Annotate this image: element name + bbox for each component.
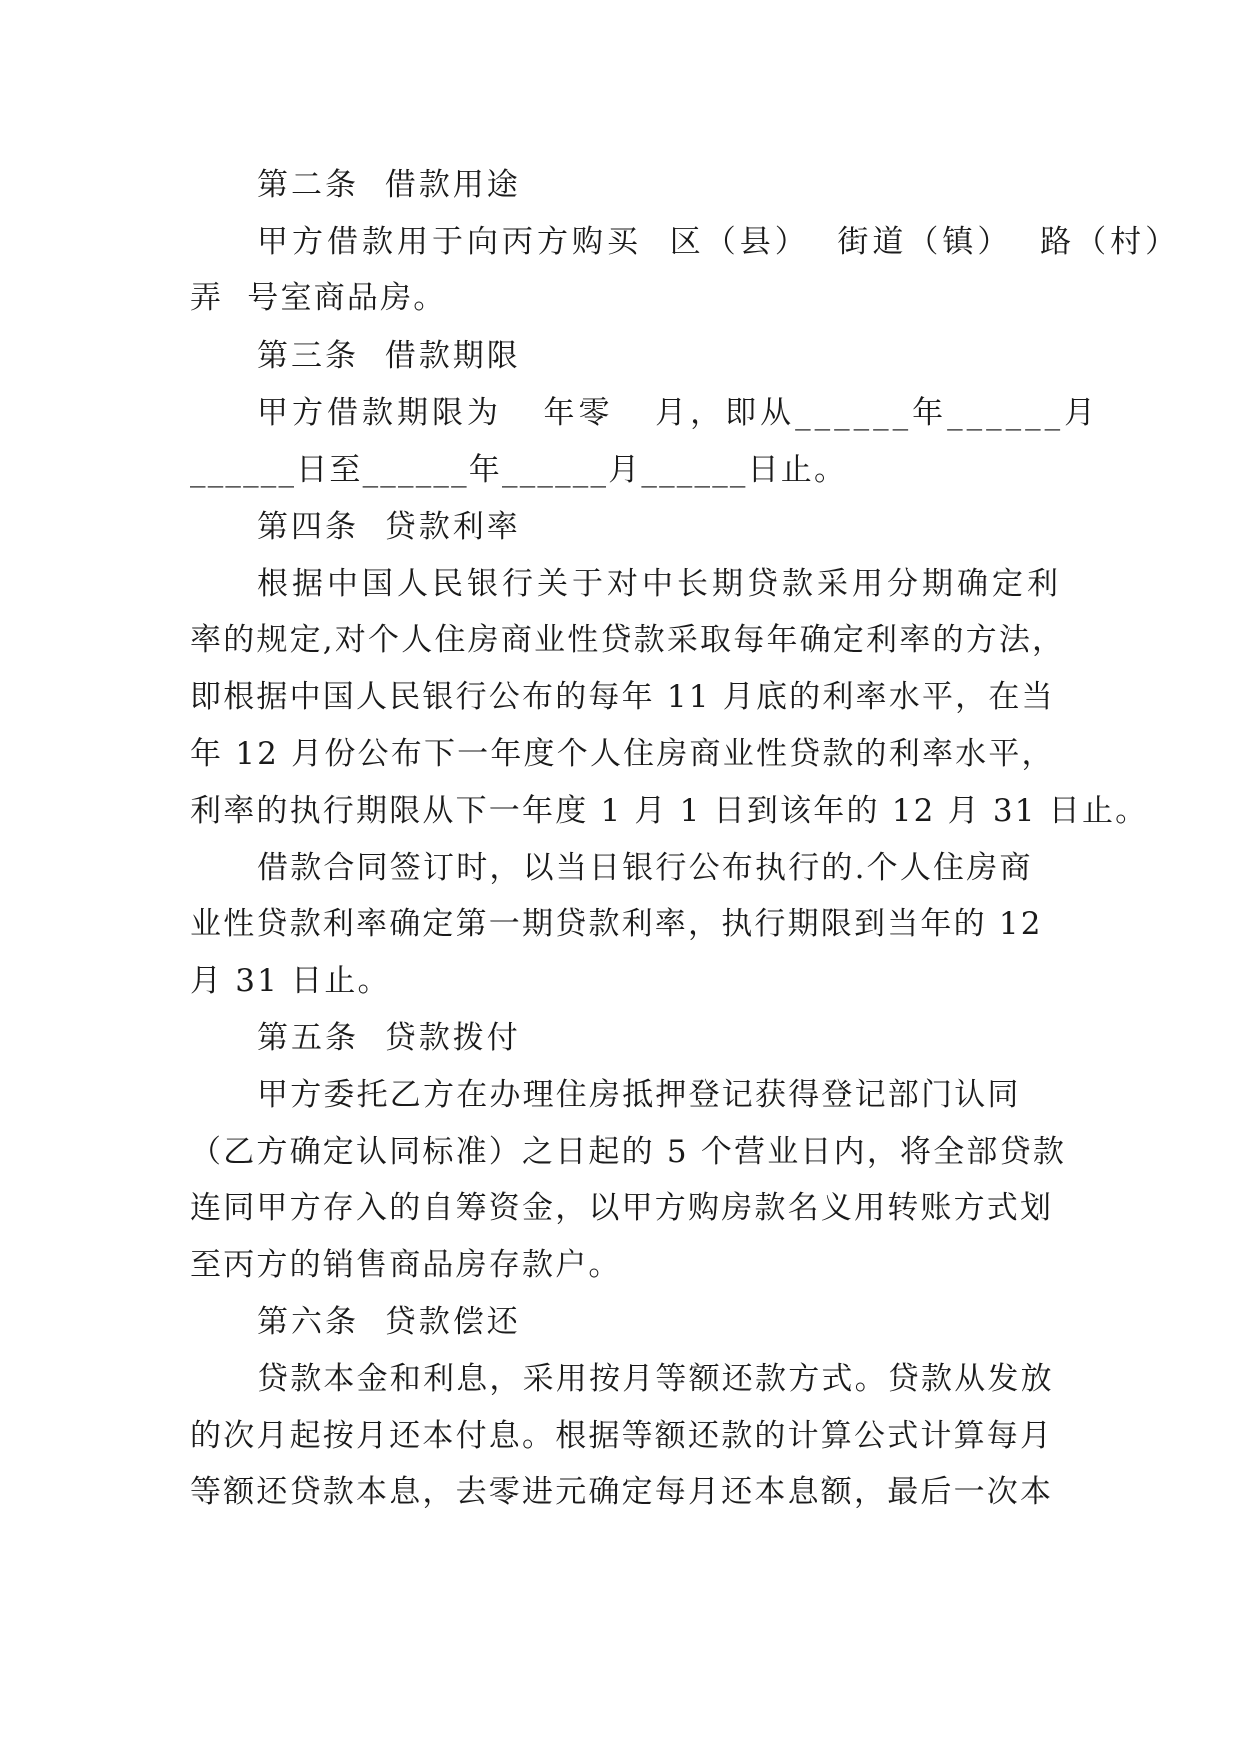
article-2-heading: 第二条 借款用途 <box>257 167 521 203</box>
paragraph-line: 等额还贷款本息，去零进元确定每月还本息额，最后一次本 <box>190 1474 1054 1510</box>
paragraph-line: 的次月起按月还本付息。根据等额还款的计算公式计算每月 <box>190 1418 1054 1454</box>
article-6-heading: 第六条 贷款偿还 <box>257 1304 521 1340</box>
article-3-heading: 第三条 借款期限 <box>257 338 521 374</box>
paragraph-line: ______日至______年______月______日止。 <box>190 452 848 488</box>
article-4-heading: 第四条 贷款利率 <box>257 509 521 545</box>
paragraph-line: 率的规定,对个人住房商业性贷款采取每年确定利率的方法， <box>190 622 1066 658</box>
paragraph-line: 甲方借款用于向丙方购买 区（县） 街道（镇） 路（村） <box>257 224 1181 260</box>
paragraph-line: （乙方确定认同标准）之日起的 5 个营业日内，将全部贷款 <box>190 1134 1067 1170</box>
paragraph-line: 甲方借款期限为 年零 月，即从______年______月 <box>257 395 1100 431</box>
paragraph-line: 年 12 月份公布下一年度个人住房商业性贷款的利率水平， <box>190 736 1055 772</box>
paragraph-line: 贷款本金和利息，采用按月等额还款方式。贷款从发放 <box>257 1361 1054 1397</box>
paragraph-line: 月 31 日止。 <box>190 963 391 999</box>
paragraph-line: 根据中国人民银行关于对中长期贷款采用分期确定利 <box>257 566 1062 602</box>
paragraph-line: 利率的执行期限从下一年度 1 月 1 日到该年的 12 月 31 日止。 <box>190 793 1149 829</box>
paragraph-line: 借款合同签订时，以当日银行公布执行的.个人住房商 <box>257 850 1033 886</box>
article-5-heading: 第五条 贷款拨付 <box>257 1020 521 1056</box>
paragraph-line: 业性贷款利率确定第一期贷款利率，执行期限到当年的 12 <box>190 906 1043 942</box>
paragraph-line: 至丙方的销售商品房存款户。 <box>190 1247 622 1283</box>
paragraph-line: 连同甲方存入的自筹资金，以甲方购房款名义用转账方式划 <box>190 1190 1054 1226</box>
paragraph-line: 即根据中国人民银行公布的每年 11 月底的利率水平，在当 <box>190 679 1055 715</box>
paragraph-line: 弄 号室商品房。 <box>190 280 447 316</box>
paragraph-line: 甲方委托乙方在办理住房抵押登记获得登记部门认同 <box>257 1077 1021 1113</box>
